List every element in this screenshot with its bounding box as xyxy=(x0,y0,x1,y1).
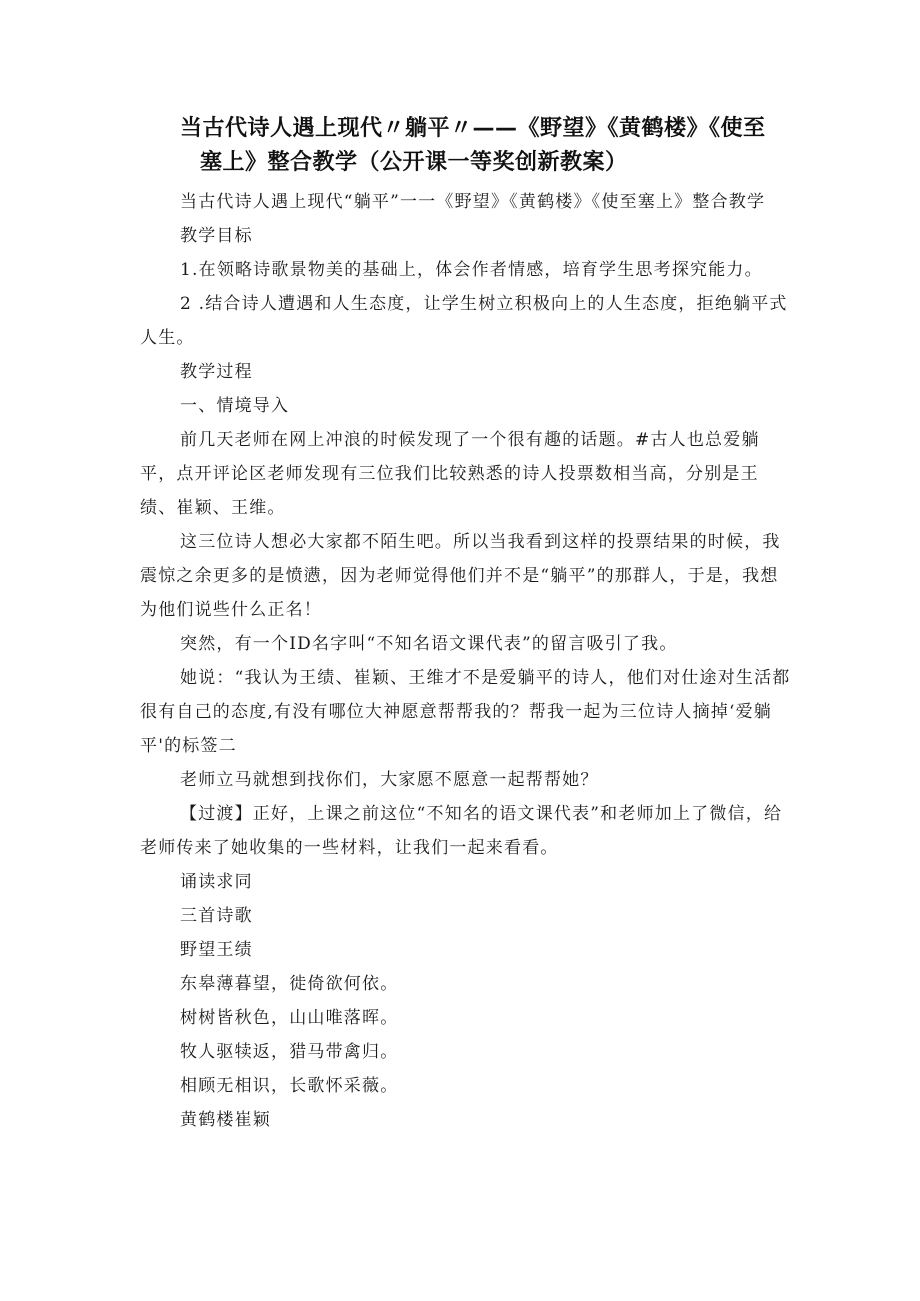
subsection-heading-reading: 诵读求同 xyxy=(180,872,253,892)
transition-paragraph: 【过渡】正好，上课之前这位“不知名的语文课代表”和老师加上了微信，给老师传来了她收集的一些材料，让我们一起来看看。 xyxy=(140,804,783,858)
section-heading-goals: 教学目标 xyxy=(180,226,253,246)
subtitle-paragraph: 当古代诗人遇上现代“躺平”一一《野望》《黄鹤楼》《使至塞上》整合教学 xyxy=(180,192,766,212)
poem-line: 相顾无相识，长歌怀采薇。 xyxy=(180,1076,399,1096)
paragraph: 突然，有一个ID名字叫“不知名语文课代表”的留言吸引了我。 xyxy=(180,634,678,654)
document-body xyxy=(140,185,795,1137)
poem-line: 树树皆秋色，山山唯落晖。 xyxy=(180,1008,399,1028)
paragraph: 老师立马就想到找你们，大家愿不愿意一起帮帮她？ xyxy=(180,770,599,790)
section-heading-process: 教学过程 xyxy=(180,362,253,382)
document-title xyxy=(180,112,800,180)
paragraph: 这三位诗人想必大家都不陌生吧。所以当我看到这样的投票结果的时候，我震惊之余更多的是愤懑，因为老师觉得他们并不是“躺平”的那群人，于是，我想为他们说些什么正名！ xyxy=(140,532,781,620)
poem-title-huanghelou: 黄鹤楼崔颖 xyxy=(180,1110,271,1130)
title-line-1: 当古代诗人遇上现代〃躺平〃——《野望》《黄鹤楼》《使至 xyxy=(180,116,766,141)
poems-heading: 三首诗歌 xyxy=(180,906,253,926)
paragraph: 她说：“我认为王绩、崔颖、王维才不是爱躺平的诗人，他们对仕途对生活都很有自己的态度,有没有哪位大神愿意帮帮我的？帮我一起为三位诗人摘掉‘爱躺平'的标签二 xyxy=(140,668,791,756)
poem-line: 东皋薄暮望，徙倚欲何依。 xyxy=(180,974,399,994)
paragraph: 前几天老师在网上冲浪的时候发现了一个很有趣的话题。#古人也总爱躺平，点开评论区老师发现有三位我们比较熟悉的诗人投票数相当高，分别是王绩、崔颖、王维。 xyxy=(140,430,760,518)
poem-title-yewang: 野望王绩 xyxy=(180,940,253,960)
poem-line: 牧人驱犊返，猎马带禽归。 xyxy=(180,1042,399,1062)
goal-item-2: 2 .结合诗人遭遇和人生态度，让学生树立积极向上的人生态度，拒绝躺平式人生。 xyxy=(140,294,788,348)
title-line-2: 塞上》整合教学（公开课一等奖创新教案） xyxy=(200,150,628,175)
subsection-heading-intro: 一、情境导入 xyxy=(180,396,290,416)
goal-item-1: 1.在领略诗歌景物美的基础上，体会作者情感，培育学生思考探究能力。 xyxy=(180,260,763,280)
